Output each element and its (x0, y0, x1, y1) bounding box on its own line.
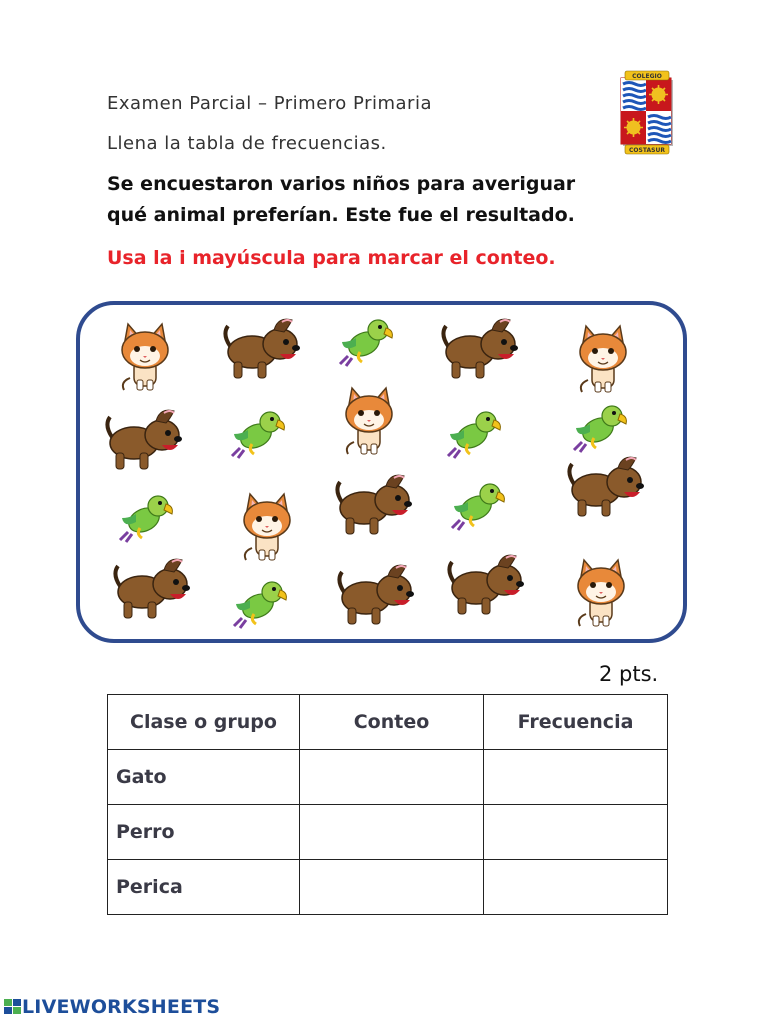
dog-picture (566, 450, 636, 526)
crest-top-text: COLEGIO (632, 73, 662, 80)
dog-picture (334, 468, 404, 544)
cat-picture (334, 380, 404, 456)
frequency-cell-perro[interactable] (484, 805, 668, 860)
instruction-red: Usa la i mayúscula para marcar el conteo. (107, 247, 556, 269)
count-cell-perica[interactable] (300, 860, 484, 915)
frequency-cell-gato[interactable] (484, 750, 668, 805)
parrot-picture (338, 312, 408, 388)
table-row (108, 750, 668, 805)
header-frequency: Frecuencia (484, 695, 668, 750)
liveworksheets-logo-icon (4, 999, 22, 1015)
parrot-picture (232, 574, 302, 650)
exam-subtitle: Llena la tabla de frecuencias. (107, 133, 387, 154)
dog-picture (112, 552, 182, 628)
count-cell-perro[interactable] (300, 805, 484, 860)
exam-title: Examen Parcial – Primero Primaria (107, 93, 432, 114)
frequency-table (107, 694, 668, 915)
table-header-row (108, 695, 668, 750)
table-row (108, 805, 668, 860)
cat-picture (566, 552, 636, 628)
table-row (108, 860, 668, 915)
parrot-picture (450, 476, 520, 552)
dog-picture (440, 312, 510, 388)
header-count: Conteo (300, 695, 484, 750)
frequency-cell-perica[interactable] (484, 860, 668, 915)
crest-bottom-text: COSTASUR (629, 147, 665, 154)
points-label: 2 pts. (599, 662, 659, 686)
dog-picture (446, 548, 516, 624)
parrot-picture (446, 404, 516, 480)
instruction-line-1: Se encuestaron varios niños para averiguar (107, 173, 576, 195)
liveworksheets-brand: LIVEWORKSHEETS (22, 996, 221, 1018)
dog-picture (222, 312, 292, 388)
row-label-gato: Gato (108, 750, 300, 805)
dog-picture (104, 403, 174, 479)
cat-picture (568, 318, 638, 394)
header-class-group: Clase o grupo (108, 695, 300, 750)
instruction-line-2: qué animal preferían. Este fue el resultado. (107, 204, 575, 226)
row-label-perro: Perro (108, 805, 300, 860)
cat-picture (110, 316, 180, 392)
parrot-picture (230, 404, 300, 480)
dog-picture (336, 558, 406, 634)
cat-picture (232, 486, 302, 562)
row-label-perica: Perica (108, 860, 300, 915)
count-cell-gato[interactable] (300, 750, 484, 805)
